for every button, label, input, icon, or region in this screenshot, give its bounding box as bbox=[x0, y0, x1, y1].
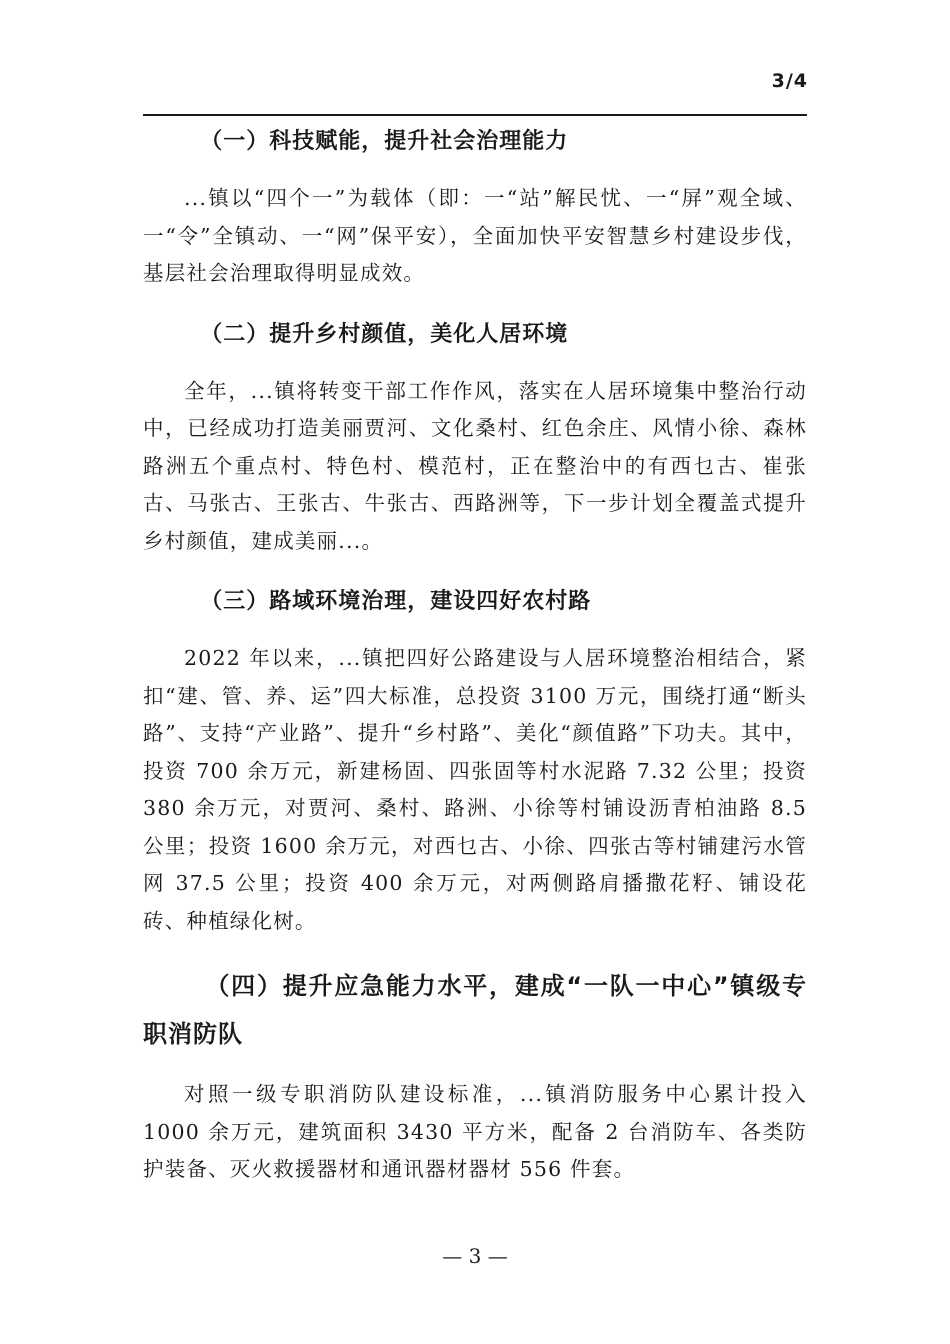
section-heading-2: （二）提升乡村颜值，美化人居环境 bbox=[200, 321, 569, 347]
footer-page-number: — 3 — bbox=[442, 1244, 508, 1268]
section-paragraph-4: 对照一级专职消防队建设标准，...镇消防服务中心累计投入 1000 余万元，建筑面积 3430 平方米，配备 2 台消防车、各类防护装备、灭火救援器材和通讯器材器材 556 件套。 bbox=[143, 1082, 807, 1181]
section-heading-4: （四）提升应急能力水平，建成“一队一中心”镇级专职消防队 bbox=[143, 972, 807, 1048]
section-paragraph-2: 全年，...镇将转变干部工作作风，落实在人居环境集中整治行动中，已经成功打造美丽贾河、文化桑村、红色余庄、风情小徐、森林路洲五个重点村、特色村、模范村，正在整治中的有西乜古、崔张古、马张古、王张古、牛张古、西路洲等，下一步计划全覆盖式提升乡村颜值，建成美丽...。 bbox=[143, 378, 807, 553]
document-body bbox=[143, 122, 807, 1189]
page-indicator: 3/4 bbox=[771, 70, 808, 92]
section-heading-1: （一）科技赋能，提升社会治理能力 bbox=[200, 129, 569, 154]
section-paragraph-1: ...镇以“四个一”为载体（即：一“站”解民忧、一“屏”观全域、一“令”全镇动、一“网”保平安），全面加快平安智慧乡村建设步伐，基层社会治理取得明显成效。 bbox=[143, 186, 807, 285]
section-heading-3: （三）路域环境治理，建设四好农村路 bbox=[200, 589, 592, 614]
section-paragraph-3: 2022 年以来，...镇把四好公路建设与人居环境整治相结合，紧扣“建、管、养、运”四大标准，总投资 3100 万元，围绕打通“断头路”、支持“产业路”、提升“乡村路”、美化“颜值路”下功夫。其中，投资 700 余万元，新建杨固、四张固等村水泥路 7.32 公里；投资 380 余万元，对贾河、桑村、路洲、小徐等村铺设沥青柏油路 8.5 公里；投资 1600 余万元，对西乜古、小徐、四张古等村铺建污水管网 37.5 公里；投资 400 余万元，对两侧路肩播撒花籽、铺设花砖、种植绿化树。 bbox=[143, 646, 807, 933]
header-rule bbox=[143, 114, 807, 116]
